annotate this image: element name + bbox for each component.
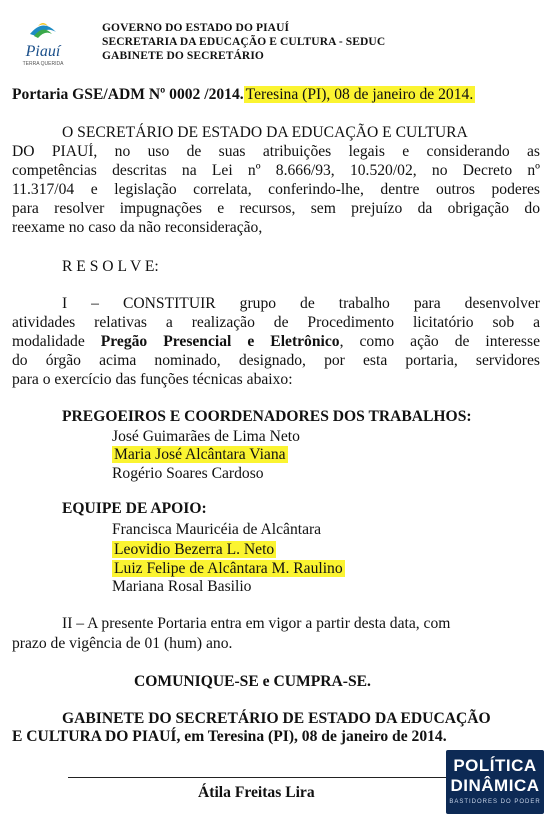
gabinete-line-1: GABINETE DO SECRETÁRIO DE ESTADO DA EDUCAÇÃO bbox=[62, 710, 491, 727]
piaui-logo bbox=[12, 18, 74, 78]
group1-name-3: Rogério Soares Cardoso bbox=[112, 465, 264, 482]
item1-line-3 bbox=[12, 333, 540, 352]
signature-name: Átila Freitas Lira bbox=[198, 784, 315, 801]
group2-name-4: Mariana Rosal Basilio bbox=[112, 578, 252, 595]
item1-line-2: atividades relativas a realização de Procedimento licitatório sob a bbox=[12, 314, 540, 331]
group1-title: PREGOEIROS E COORDENADORES DOS TRABALHOS: bbox=[62, 408, 472, 425]
item2-line-1: II – A presente Portaria entra em vigor a partir desta data, com bbox=[62, 615, 451, 632]
logo-text: Piauí bbox=[25, 43, 61, 60]
item1-line-4: do órgão acima nominado, designado, por esta portaria, servidores bbox=[12, 352, 540, 369]
logo-subtext: TERRA QUERIDA bbox=[22, 61, 64, 67]
portaria-number: Portaria GSE/ADM Nº 0002 /2014. bbox=[12, 86, 244, 103]
signature-line bbox=[68, 777, 490, 778]
group2-name-3-text: Luiz Felipe de Alcântara M. Raulino bbox=[114, 560, 343, 577]
badge-line-2: DINÂMICA bbox=[450, 776, 540, 795]
group1-name-2 bbox=[112, 446, 288, 464]
portaria-date: Teresina (PI), 08 de janeiro de 2014. bbox=[245, 86, 474, 103]
item1-line3-pre: modalidade bbox=[12, 333, 101, 350]
item1-line-1: I – CONSTITUIR grupo de trabalho para desenvolver bbox=[62, 295, 540, 312]
group1-name-2-text: Maria José Alcântara Viana bbox=[114, 446, 286, 463]
item2-line-2: prazo de vigência de 01 (hum) ano. bbox=[12, 635, 233, 652]
item1-line3-post: , como ação de interesse bbox=[339, 333, 540, 350]
header-secretaria: SECRETARIA DA EDUCAÇÃO E CULTURA - SEDUC bbox=[102, 36, 386, 48]
group2-name-1: Francisca Mauricéia de Alcântara bbox=[112, 521, 322, 538]
comunique-heading: COMUNIQUE-SE e CUMPRA-SE. bbox=[134, 673, 371, 690]
intro-line-2: DO PIAUÍ, no uso de suas atribuições legais e considerando as bbox=[12, 143, 540, 160]
politica-dinamica-badge bbox=[446, 750, 544, 814]
group2-name-2-text: Leovidio Bezerra L. Neto bbox=[114, 541, 275, 558]
intro-line-4: 11.317/04 e legislação correlata, conferindo-lhe, dentre outros poderes bbox=[12, 181, 540, 198]
header-gabinete: GABINETE DO SECRETÁRIO bbox=[102, 50, 264, 62]
piaui-logo-mark bbox=[12, 18, 74, 78]
resolve-heading: R E S O L V E: bbox=[62, 258, 159, 275]
group2-name-2 bbox=[112, 541, 276, 559]
modalidade-bold: Pregão Presencial e Eletrônico bbox=[100, 333, 340, 350]
badge-line-3: BASTIDORES DO PODER bbox=[449, 799, 541, 805]
intro-line-3: competências descritas na Lei nº 8.666/93, 10.520/02, no Decreto nº bbox=[12, 162, 540, 179]
intro-line-5: para resolver impugnações e recursos, sem prejuízo da obrigação do bbox=[12, 200, 540, 217]
group1-name-1: José Guimarães de Lima Neto bbox=[112, 428, 300, 445]
portaria-line bbox=[12, 86, 475, 105]
group2-title: EQUIPE DE APOIO: bbox=[62, 500, 207, 517]
item1-line-5: para o exercício das funções técnicas abaixo: bbox=[12, 371, 293, 388]
intro-line-1: O SECRETÁRIO DE ESTADO DA EDUCAÇÃO E CULTURA bbox=[62, 124, 468, 141]
badge-line-1: POLÍTICA bbox=[453, 756, 537, 775]
gabinete-line-2: E CULTURA DO PIAUÍ, em Teresina (PI), 08 de janeiro de 2014. bbox=[12, 728, 447, 745]
header-government: GOVERNO DO ESTADO DO PIAUÍ bbox=[102, 22, 290, 34]
intro-line-6: reexame no caso da não reconsideração, bbox=[12, 219, 263, 236]
group2-name-3 bbox=[112, 560, 345, 578]
